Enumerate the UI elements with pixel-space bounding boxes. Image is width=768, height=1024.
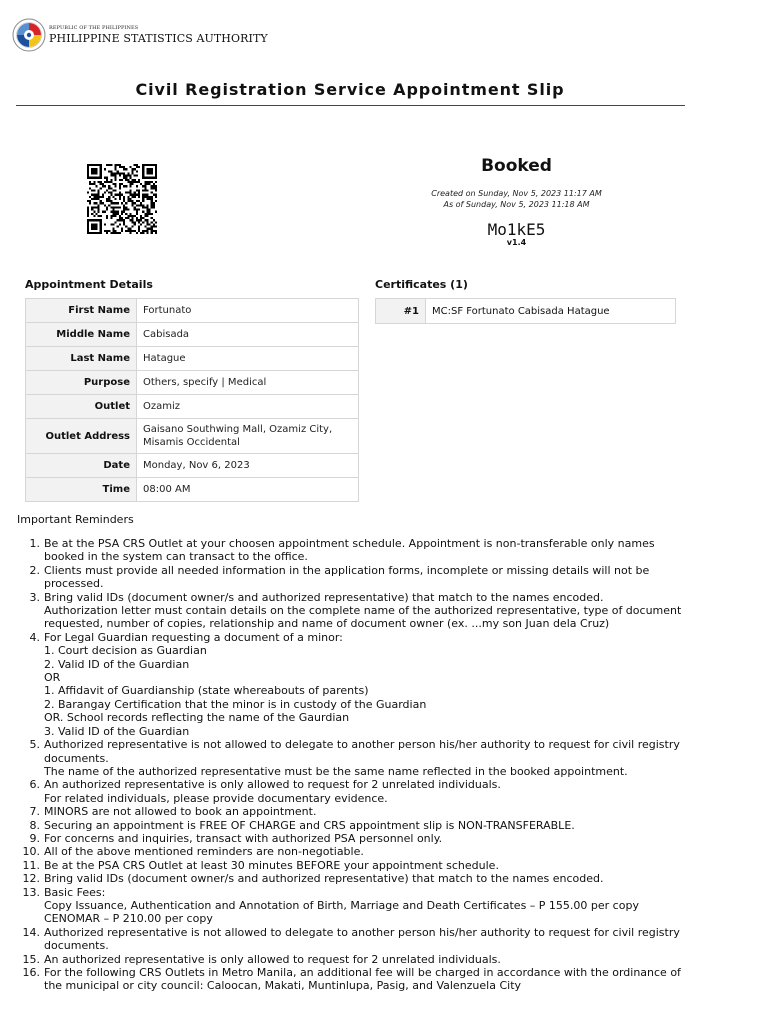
item-number: 10. <box>22 845 40 859</box>
title-divider <box>16 105 685 106</box>
field-value: Fortunato <box>137 299 359 323</box>
list-item <box>29 590 684 631</box>
psa-seal-icon <box>12 18 46 52</box>
field-label: Outlet <box>26 395 137 419</box>
logo-small-text: REPUBLIC OF THE PHILIPPINES <box>49 25 139 31</box>
certificates-table <box>375 298 676 324</box>
reminders-title: Important Reminders <box>17 513 134 526</box>
certificates-heading: Certificates (1) <box>375 278 468 291</box>
psa-logo <box>12 18 268 52</box>
item-text: Bring valid IDs (document owner/s and authorized representative) that match to the names encoded. <box>44 872 604 886</box>
item-text: For concerns and inquiries, transact with authorized PSA personnel only. <box>44 831 443 845</box>
item-number: 5. <box>29 738 40 752</box>
item-number: 13. <box>22 885 40 899</box>
list-item <box>22 858 684 872</box>
field-label: Outlet Address <box>26 419 137 454</box>
certificate-number: #1 <box>376 299 426 324</box>
item-number: 2. <box>29 563 40 577</box>
list-item <box>22 885 684 926</box>
table-row <box>26 395 359 419</box>
logo-main-text: PHILIPPINE STATISTICS AUTHORITY <box>49 32 268 45</box>
table-row <box>26 371 359 395</box>
reference-code: Mo1kE5 <box>487 220 546 239</box>
table-row <box>26 454 359 478</box>
list-item <box>22 966 684 993</box>
list-item <box>29 563 684 591</box>
list-item <box>29 630 684 738</box>
appointment-details-heading: Appointment Details <box>25 278 153 291</box>
field-value: Monday, Nov 6, 2023 <box>137 454 359 478</box>
item-text: Be at the PSA CRS Outlet at least 30 minutes BEFORE your appointment schedule. <box>44 858 499 872</box>
table-row <box>26 323 359 347</box>
qr-modules <box>87 164 157 234</box>
field-label: Last Name <box>26 347 137 371</box>
item-number: 9. <box>29 831 40 845</box>
item-text: MINORS are not allowed to book an appointment. <box>44 805 317 819</box>
list-item <box>29 805 684 819</box>
list-item <box>22 872 684 886</box>
item-number: 14. <box>22 925 40 939</box>
certificate-description: MC:SF Fortunato Cabisada Hatague <box>426 299 676 324</box>
item-number: 16. <box>22 966 40 979</box>
item-text: Be at the PSA CRS Outlet at your choosen appointment schedule. Appointment is non-transferable only names booked in the system can transact to the office. <box>44 537 655 564</box>
field-label: Purpose <box>26 371 137 395</box>
item-number: 4. <box>29 630 40 644</box>
version-label: v1.4 <box>506 238 527 247</box>
field-value: Others, specify | Medical <box>137 371 359 395</box>
item-text: Bring valid IDs (document owner/s and authorized representative) that match to the names encoded. Authorization letter must contain details on the complete name of the authorized representative, type of document requested, number of copies, relationship and name of document owner (ex. ...my son Juan dela Cruz) <box>44 590 682 631</box>
reminders-list <box>22 537 684 993</box>
list-item <box>22 925 684 953</box>
table-row <box>26 419 359 454</box>
field-label: Time <box>26 478 137 502</box>
item-number: 3. <box>29 590 40 604</box>
as-of-timestamp: As of Sunday, Nov 5, 2023 11:18 AM <box>443 200 590 209</box>
qr-code <box>87 163 157 235</box>
item-number: 1. <box>29 537 40 550</box>
field-value: Ozamiz <box>137 395 359 419</box>
table-row <box>26 299 359 323</box>
item-text: An authorized representative is only allowed to request for 2 unrelated individuals. For related individuals, please provide documentary evidence. <box>44 778 501 805</box>
item-text: For Legal Guardian requesting a document of a minor: 1. Court decision as Guardian 2. Valid ID of the Guardian OR 1. Affidavit of Guardianship (state whereabouts of parents) 2. Barangay Certification that the minor is in custody of the Guardian OR. School records reflecting the name of the Gaurdian 3. Valid ID of the Guardian <box>44 630 427 738</box>
item-number: 8. <box>29 818 40 832</box>
list-item <box>29 818 684 832</box>
table-row <box>26 478 359 502</box>
item-text: Authorized representative is not allowed to delegate to another person his/her authority to request for civil registry documents. <box>44 925 680 953</box>
item-number: 7. <box>29 805 40 819</box>
item-number: 6. <box>29 778 40 792</box>
item-text: Basic Fees: Copy Issuance, Authentication and Annotation of Birth, Marriage and Death Certificates – P 155.00 per copy CENOMAR – P 210.00 per copy <box>44 885 639 926</box>
item-number: 12. <box>22 872 40 886</box>
field-value: Cabisada <box>137 323 359 347</box>
field-label: Date <box>26 454 137 478</box>
list-item <box>29 537 684 564</box>
item-text: Securing an appointment is FREE OF CHARGE and CRS appointment slip is NON-TRANSFERABLE. <box>44 818 575 832</box>
list-item <box>29 831 684 845</box>
item-text: Authorized representative is not allowed to delegate to another person his/her authority to request for civil registry documents. The name of the authorized representative must be the same name reflected in the booked appointment. <box>44 738 680 778</box>
item-text: For the following CRS Outlets in Metro Manila, an additional fee will be charged in accordance with the ordinance of the municipal or city council: Caloocan, Makati, Muntinlupa, Pasig, and Valenzuela City <box>44 966 681 993</box>
item-number: 15. <box>22 952 40 966</box>
item-text: All of the above mentioned reminders are non-negotiable. <box>44 845 364 859</box>
list-item <box>22 845 684 859</box>
table-row <box>376 299 676 324</box>
field-value: 08:00 AM <box>137 478 359 502</box>
item-text: Clients must provide all needed information in the application forms, incomplete or missing details will not be processed. <box>44 563 650 591</box>
page-title: Civil Registration Service Appointment Slip <box>135 80 565 99</box>
table-row <box>26 347 359 371</box>
list-item <box>29 778 684 805</box>
item-text: An authorized representative is only allowed to request for 2 unrelated individuals. <box>44 952 501 966</box>
list-item <box>29 738 684 778</box>
appointment-details-table <box>25 298 359 502</box>
field-value: Hatague <box>137 347 359 371</box>
field-label: Middle Name <box>26 323 137 347</box>
list-item <box>22 952 684 966</box>
item-number: 11. <box>22 858 40 872</box>
field-label: First Name <box>26 299 137 323</box>
field-value: Gaisano Southwing Mall, Ozamiz City, Misamis Occidental <box>137 419 359 454</box>
booking-status: Booked <box>481 156 552 176</box>
created-timestamp: Created on Sunday, Nov 5, 2023 11:17 AM <box>431 189 602 198</box>
